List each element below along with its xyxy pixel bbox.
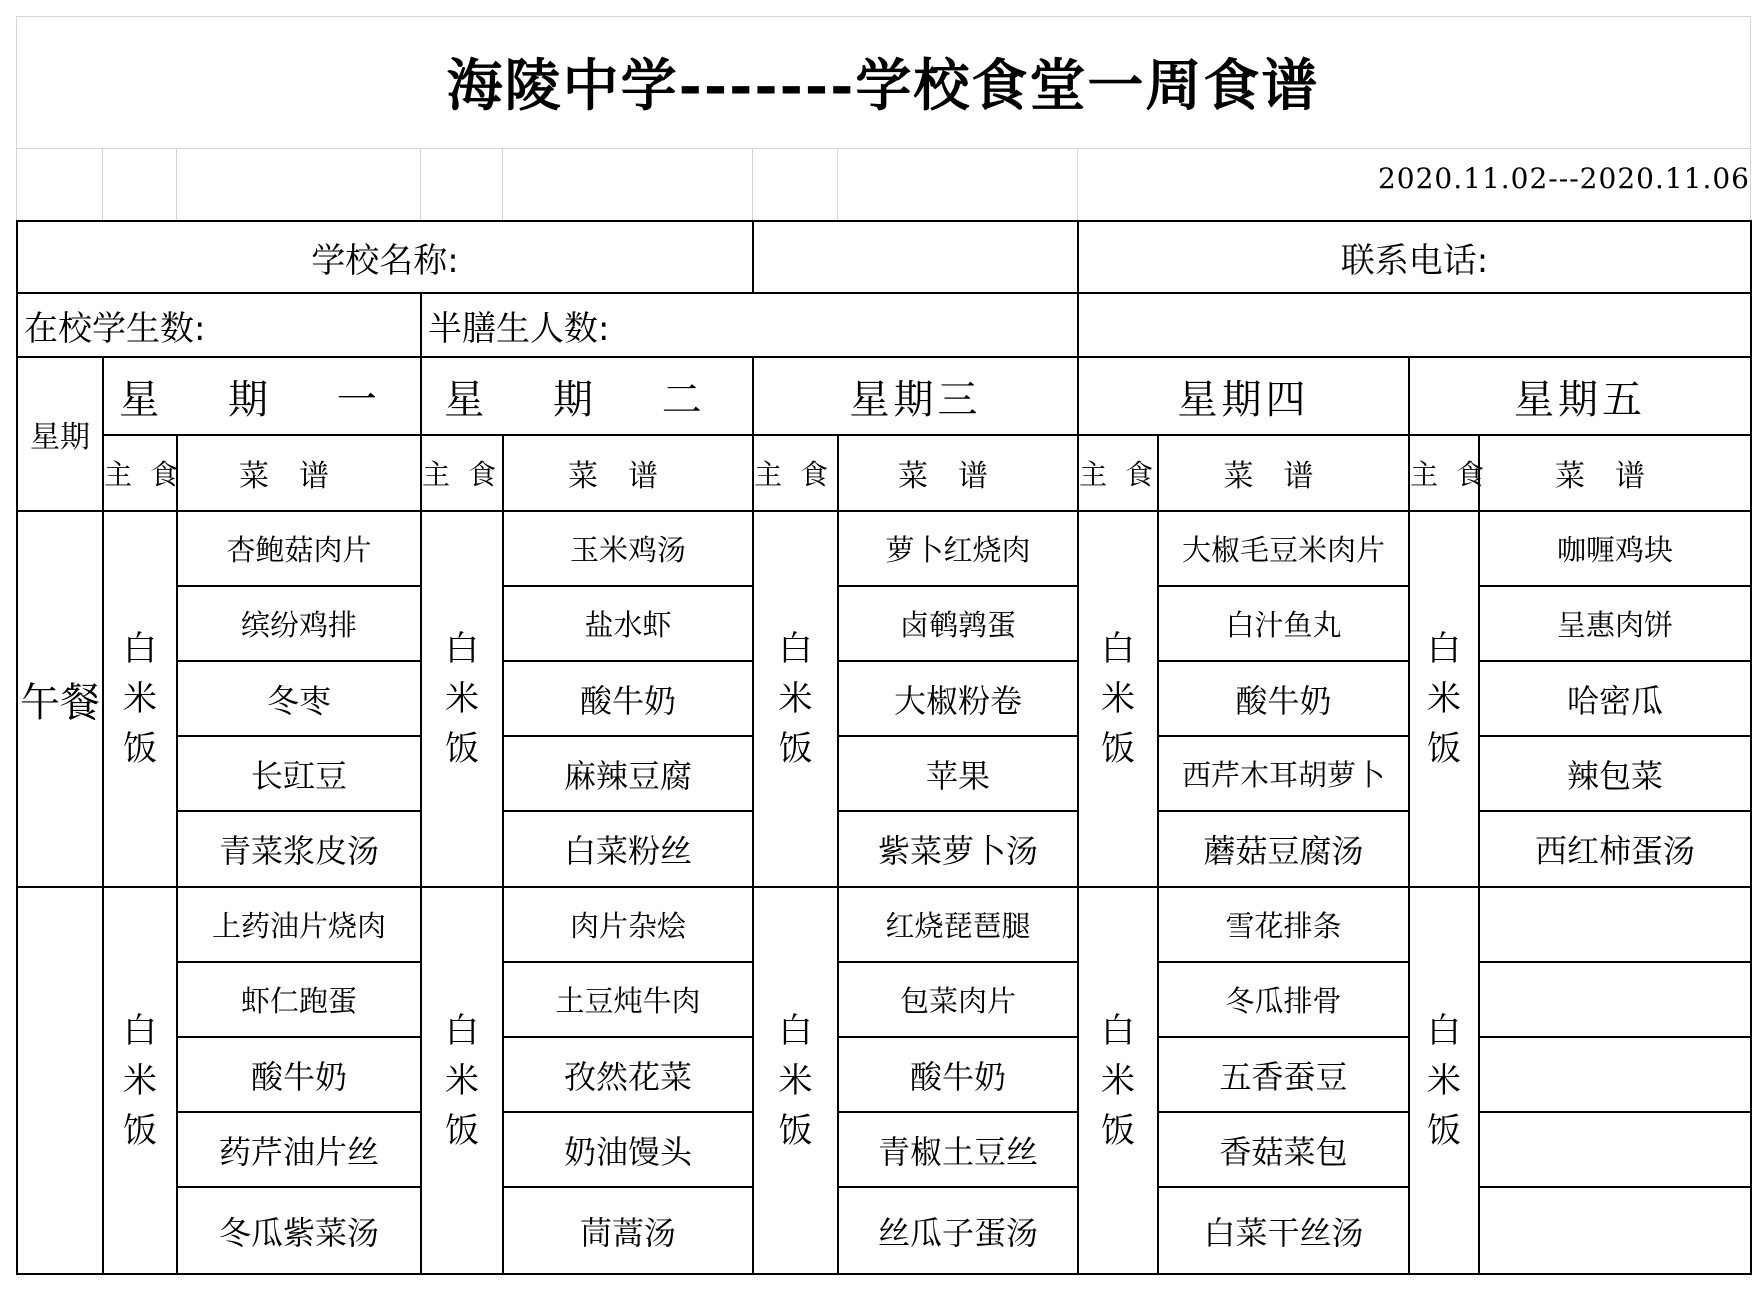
staple-food [1078, 887, 1158, 1274]
staple-food [103, 511, 177, 887]
dish-cell: 青菜浆皮汤 [177, 811, 421, 887]
dish-cell: 香菇菜包 [1158, 1112, 1409, 1187]
menu-table [16, 220, 1752, 1275]
staple-char: 米 [1427, 1060, 1462, 1101]
dish-cell: 缤纷鸡排 [177, 586, 421, 661]
students-value [1078, 293, 1751, 357]
dish-cell: 萝卜红烧肉 [838, 511, 1078, 586]
dish-cell: 酸牛奶 [838, 1037, 1078, 1112]
staple-char: 米 [123, 1060, 157, 1101]
dish-cell: 虾仁跑蛋 [177, 962, 421, 1037]
dish-cell: 西红柿蛋汤 [1479, 811, 1751, 887]
school-name-label: 学校名称: [17, 221, 753, 293]
dish-cell: 大椒毛豆米肉片 [1158, 511, 1409, 586]
staple-char: 白 [1101, 1010, 1136, 1051]
staple-header: 主食 [421, 435, 503, 511]
half-board-label: 半膳生人数: [421, 293, 1078, 357]
day-header-wed: 星期三 [753, 357, 1078, 435]
dish-cell: 奶油馒头 [503, 1112, 753, 1187]
dish-cell: 红烧琵琶腿 [838, 887, 1078, 962]
dish-cell: 茼蒿汤 [503, 1187, 753, 1274]
dish-cell: 冬瓜排骨 [1158, 962, 1409, 1037]
recipe-header: 菜谱 [838, 435, 1078, 511]
staple-food [103, 887, 177, 1274]
staple-char: 白 [123, 1010, 157, 1051]
staple-char: 饭 [445, 1110, 479, 1151]
dish-cell: 苹果 [838, 736, 1078, 811]
recipe-header: 菜谱 [503, 435, 753, 511]
dish-cell: 卤鹌鹑蛋 [838, 586, 1078, 661]
staple-food [421, 511, 503, 887]
dish-cell: 紫菜萝卜汤 [838, 811, 1078, 887]
staple-char: 饭 [123, 729, 157, 769]
recipe-header: 菜谱 [1158, 435, 1409, 511]
phone-label: 联系电话: [1078, 221, 1751, 293]
staple-header: 主食 [103, 435, 177, 511]
dish-cell: 盐水虾 [503, 586, 753, 661]
lunch-label: 午餐 [17, 511, 103, 887]
staple-char: 白 [445, 1010, 479, 1051]
dish-cell: 肉片杂烩 [503, 887, 753, 962]
staple-char: 饭 [1101, 1110, 1136, 1151]
recipe-header: 菜谱 [177, 435, 421, 511]
staple-char: 饭 [445, 729, 479, 769]
day-header-fri: 星期五 [1409, 357, 1751, 435]
staple-char: 米 [778, 1060, 813, 1101]
staple-char: 饭 [778, 1110, 813, 1151]
dish-cell: 哈密瓜 [1479, 661, 1751, 736]
dish-cell: 冬枣 [177, 661, 421, 736]
staple-char: 白 [778, 1010, 813, 1051]
dish-cell [1479, 962, 1751, 1037]
dish-cell: 白菜粉丝 [503, 811, 753, 887]
staple-char: 饭 [1427, 1110, 1462, 1151]
staple-char: 米 [445, 679, 479, 719]
staple-char: 饭 [1427, 729, 1462, 769]
staple-char: 白 [1427, 629, 1462, 669]
dish-cell: 呈惠肉饼 [1479, 586, 1751, 661]
dish-cell: 五香蚕豆 [1158, 1037, 1409, 1112]
staple-char: 米 [1427, 679, 1462, 719]
dish-cell: 辣包菜 [1479, 736, 1751, 811]
dish-cell: 雪花排条 [1158, 887, 1409, 962]
staple-char: 白 [778, 629, 813, 669]
staple-food [421, 887, 503, 1274]
staple-char: 白 [445, 629, 479, 669]
school-name-value [753, 221, 1078, 293]
dish-cell: 冬瓜紫菜汤 [177, 1187, 421, 1274]
staple-food [753, 887, 838, 1274]
staple-food [1409, 511, 1479, 887]
dish-cell: 土豆炖牛肉 [503, 962, 753, 1037]
staple-char: 饭 [778, 729, 813, 769]
day-header-thu: 星期四 [1078, 357, 1409, 435]
page-title: 海陵中学-------学校食堂一周食谱 [446, 53, 1320, 119]
staple-food [1409, 887, 1479, 1274]
dish-cell: 玉米鸡汤 [503, 511, 753, 586]
dish-cell: 白汁鱼丸 [1158, 586, 1409, 661]
recipe-header: 菜谱 [1479, 435, 1751, 511]
day-header-tue: 星 期 二 [421, 357, 753, 435]
staple-food [1078, 511, 1158, 887]
dish-cell: 长豇豆 [177, 736, 421, 811]
staple-header: 主食 [1078, 435, 1158, 511]
dish-cell: 咖喱鸡块 [1479, 511, 1751, 586]
dish-cell [1479, 1187, 1751, 1274]
dish-cell [1479, 1112, 1751, 1187]
staple-food [753, 511, 838, 887]
dinner-label [17, 887, 103, 1274]
dish-cell: 酸牛奶 [503, 661, 753, 736]
staple-char: 米 [1101, 1060, 1136, 1101]
staple-char: 白 [1427, 1010, 1462, 1051]
dish-cell: 酸牛奶 [177, 1037, 421, 1112]
dish-cell: 白菜干丝汤 [1158, 1187, 1409, 1274]
students-label: 在校学生数: [17, 293, 421, 357]
dish-cell [1479, 1037, 1751, 1112]
dish-cell: 酸牛奶 [1158, 661, 1409, 736]
dish-cell: 西芹木耳胡萝卜 [1158, 736, 1409, 811]
dish-cell: 大椒粉卷 [838, 661, 1078, 736]
staple-char: 白 [1101, 629, 1136, 669]
staple-header: 主食 [1409, 435, 1479, 511]
staple-char: 米 [445, 1060, 479, 1101]
dish-cell: 蘑菇豆腐汤 [1158, 811, 1409, 887]
dish-cell [1479, 887, 1751, 962]
day-header-mon: 星 期 一 [103, 357, 421, 435]
staple-char: 米 [123, 679, 157, 719]
dish-cell: 孜然花菜 [503, 1037, 753, 1112]
weekday-label: 星期 [17, 357, 103, 511]
staple-char: 饭 [123, 1110, 157, 1151]
staple-char: 白 [123, 629, 157, 669]
staple-char: 米 [778, 679, 813, 719]
dish-cell: 青椒土豆丝 [838, 1112, 1078, 1187]
dish-cell: 麻辣豆腐 [503, 736, 753, 811]
staple-header: 主食 [753, 435, 838, 511]
staple-char: 饭 [1101, 729, 1136, 769]
dish-cell: 丝瓜子蛋汤 [838, 1187, 1078, 1274]
staple-char: 米 [1101, 679, 1136, 719]
dish-cell: 杏鲍菇肉片 [177, 511, 421, 586]
dish-cell: 上药油片烧肉 [177, 887, 421, 962]
dish-cell: 药芹油片丝 [177, 1112, 421, 1187]
date-range: 2020.11.02---2020.11.06 [1377, 162, 1750, 195]
dish-cell: 包菜肉片 [838, 962, 1078, 1037]
